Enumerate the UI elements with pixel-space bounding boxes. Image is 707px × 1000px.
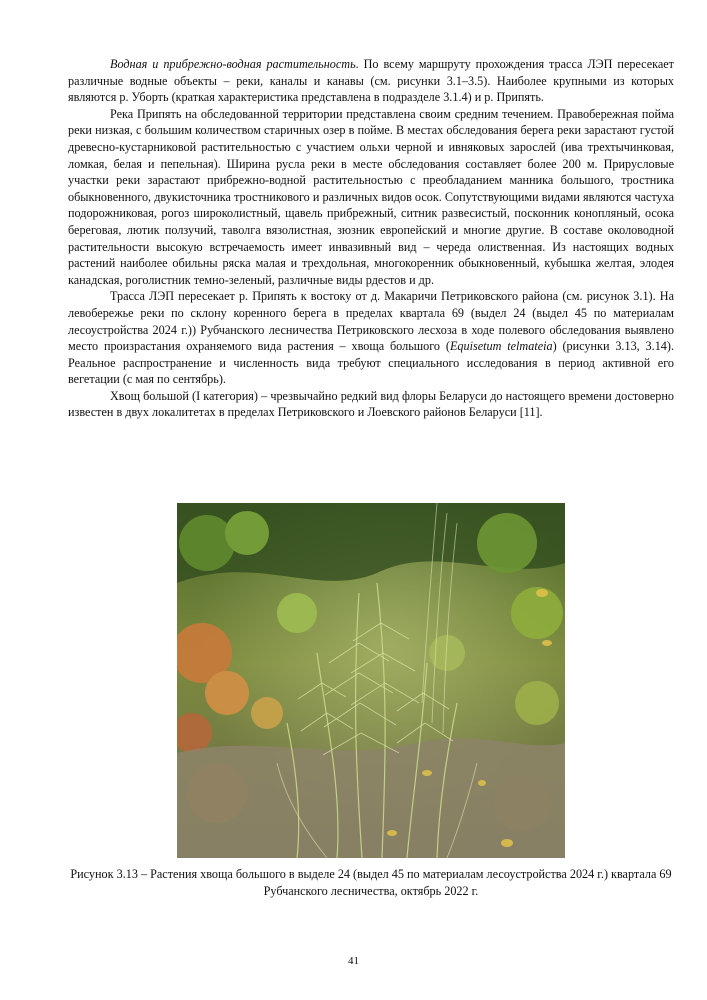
section-lead-italic: Водная и прибрежно-водная растительность — [110, 57, 356, 71]
page-number: 41 — [348, 955, 359, 967]
vegetation-photo-illustration — [177, 503, 565, 858]
paragraph-pripyat-river — [68, 106, 674, 289]
horsetail-photo — [177, 503, 565, 858]
paragraph-horsetail-status — [68, 388, 674, 421]
paragraph-text: Хвощ большой (I категория) – чрезвычайно редкий вид флоры Беларуси до настоящего времени достоверно известен в двух локалитетах в пределах Петриковского и Лоевского районов Беларуси [11]. — [68, 388, 674, 420]
paragraph-text: ) (рисунки 3.13, 3.14). Реальное распространение и численность вида требуют специального исследования в период активной его вегетации (с мая по сентябрь). — [68, 339, 674, 387]
paragraph-water-vegetation — [68, 56, 674, 106]
body-text — [68, 56, 674, 421]
paragraph-text: Река Припять на обследованной территории представлена своим средним течением. Правобережная пойма реки низкая, с большим количеством старичных озер в пойме. В местах обследования берега реки зарастают густой древесно-кустарниковой растительностью с участием ольхи черной и ивняковых зарослей (ива трехтычинковая, ломкая, белая и пепельная). Ширина русла реки в месте обследования составляет более 200 м. Прирусловые участки реки зарастают прибрежно-водной растительностью с преобладанием манника большого, тростника обыкновенного, двукисточника тростникового и различных видов осок. Сопутствующими видами являются частуха подорожниковая, рогоз широколистный, щавель прибрежный, ситник развесистый, посконник конопляный, осока береговая, лютик ползучий, таволга вязолистная, зюзник европейский и многие другие. В составе околоводной растительности высокую встречаемость имеет инвазивный вид – череда олиственная. Из настоящих водных растений наиболее обильны ряска малая и трехдольная, многокоренник обыкновенный, кубышка желтая, элодея канадская, роголистник темно-зеленый, различные виды рдестов и др. — [68, 106, 674, 287]
paragraph-text: Трасса ЛЭП пересекает р. Припять к востоку от д. Макаричи Петриковского района (см. рисунок 3.1). На левобережье реки по склону коренного берега в пределах квартала 69 (выдел 24 (выдел 45 по материалам лесоустройства 2024 г.)) Рубчанского лесничества Петриковского лесхоза в ходе полевого обследования выявлено место произрастания охраняемого вида растения – хвоща большого ( — [68, 289, 674, 354]
paragraph-power-line-crossing — [68, 288, 674, 388]
latin-species-name: Equisetum telmateia — [449, 339, 553, 354]
figure-caption: Рисунок 3.13 – Растения хвоща большого в выделе 24 (выдел 45 по материалам лесоустройства 2024 г.) квартала 69 Рубчанского лесничества, октябрь 2022 г. — [70, 867, 672, 898]
paragraph-text: . По всему маршруту прохождения трасса ЛЭП пересекает различные водные объекты – реки, каналы и канавы (см. рисунки 3.1–3.5). Наиболее крупными из которых являются р. Уборть (краткая характеристика представлена в подразделе 3.1.4) и р. Припять. — [68, 57, 675, 105]
